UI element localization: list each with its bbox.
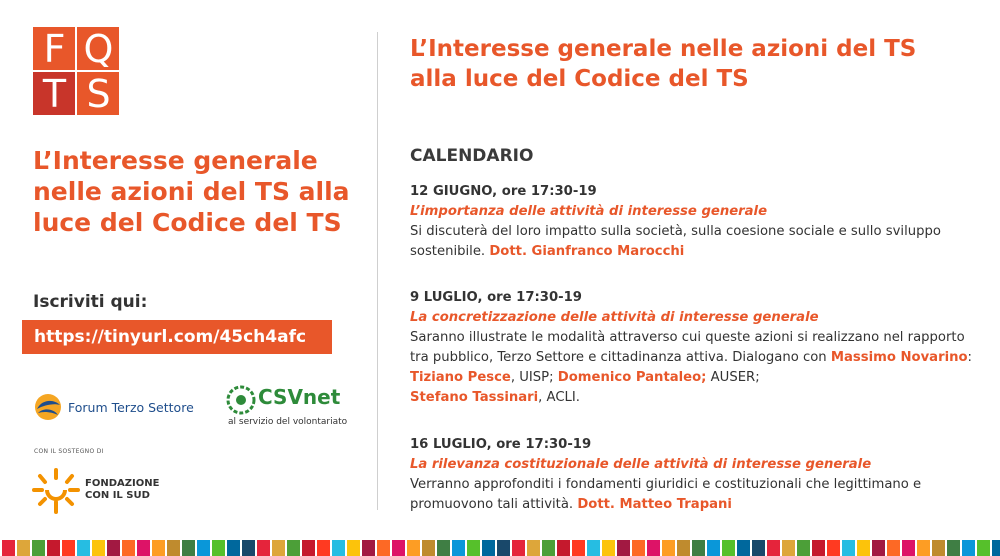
event-title: La concretizzazione delle attività di interesse generale xyxy=(410,310,819,325)
color-square xyxy=(947,540,960,556)
color-square xyxy=(347,540,360,556)
event-speaker: Dott. Gianfranco Marocchi xyxy=(489,244,685,259)
color-square xyxy=(17,540,30,556)
color-square xyxy=(272,540,285,556)
color-square xyxy=(767,540,780,556)
event-item xyxy=(410,288,985,408)
event-date: 9 LUGLIO, ore 17:30-19 xyxy=(410,290,582,305)
signup-label: Iscriviti qui: xyxy=(33,292,148,312)
color-square xyxy=(722,540,735,556)
csvnet-icon xyxy=(226,385,256,415)
color-square xyxy=(587,540,600,556)
color-square xyxy=(287,540,300,556)
color-square xyxy=(542,540,555,556)
color-square xyxy=(182,540,195,556)
support-label: CON IL SOSTEGNO DI xyxy=(34,448,104,455)
color-square xyxy=(677,540,690,556)
color-square xyxy=(887,540,900,556)
color-square xyxy=(407,540,420,556)
color-square xyxy=(152,540,165,556)
csvnet-tagline: al servizio del volontariato xyxy=(228,417,348,427)
color-square xyxy=(782,540,795,556)
event-org-3: AUSER; xyxy=(710,370,760,385)
color-square xyxy=(692,540,705,556)
color-square xyxy=(842,540,855,556)
color-square xyxy=(977,540,990,556)
forum-terzo-settore-icon xyxy=(34,393,62,421)
forum-terzo-settore-name: Forum Terzo Settore xyxy=(68,399,194,415)
color-square xyxy=(2,540,15,556)
event-description: Saranno illustrate le modalità attraverso cui queste azioni si realizzano nel rapporto tra pubblico, Terzo Settore e cittadinanza attiva. Dialogano con xyxy=(410,330,965,365)
logo-tile-t: T xyxy=(33,72,75,115)
event-item xyxy=(410,182,985,262)
event-org-4: , ACLI. xyxy=(538,390,580,405)
color-square xyxy=(302,540,315,556)
color-square xyxy=(602,540,615,556)
event-speaker: Dott. Matteo Trapani xyxy=(577,497,732,512)
calendar-heading: CALENDARIO xyxy=(410,146,534,166)
color-square xyxy=(527,540,540,556)
color-square xyxy=(137,540,150,556)
color-square xyxy=(902,540,915,556)
event-item xyxy=(410,435,985,515)
fondazione-con-il-sud-logo xyxy=(30,462,180,518)
color-square xyxy=(62,540,75,556)
color-square xyxy=(827,540,840,556)
color-square xyxy=(497,540,510,556)
signup-link[interactable]: https://tinyurl.com/45ch4afc xyxy=(22,320,332,354)
color-square xyxy=(857,540,870,556)
color-square xyxy=(452,540,465,556)
event-title: L’importanza delle attività di interesse generale xyxy=(410,204,768,219)
color-square xyxy=(197,540,210,556)
color-square xyxy=(77,540,90,556)
logo-tile-f: F xyxy=(33,27,75,70)
color-square xyxy=(917,540,930,556)
page-title: L’Interesse generale nelle azioni del TS alla luce del Codice del TS xyxy=(410,36,917,92)
event-speaker-4: Stefano Tassinari xyxy=(410,390,539,405)
color-square xyxy=(122,540,135,556)
forum-terzo-settore-logo xyxy=(34,393,194,421)
color-square xyxy=(797,540,810,556)
color-square xyxy=(572,540,585,556)
color-square xyxy=(962,540,975,556)
csvnet-logo xyxy=(226,385,366,435)
color-square xyxy=(422,540,435,556)
color-square xyxy=(632,540,645,556)
color-square xyxy=(707,540,720,556)
color-square xyxy=(107,540,120,556)
color-square xyxy=(737,540,750,556)
color-square xyxy=(377,540,390,556)
sidebar-title: L’Interesse generale nelle azioni del TS alla luce del Codice del TS xyxy=(33,146,350,237)
color-square xyxy=(467,540,480,556)
event-date: 12 GIUGNO, ore 17:30-19 xyxy=(410,184,597,199)
color-square xyxy=(257,540,270,556)
event-separator: : xyxy=(967,350,972,365)
logo-tile-s: S xyxy=(77,72,119,115)
sun-icon xyxy=(30,466,82,516)
sponsor-name-line2: CON IL SUD xyxy=(85,490,150,501)
color-square xyxy=(227,540,240,556)
event-description-block xyxy=(410,475,985,515)
event-speaker-2: Tiziano Pesce xyxy=(410,370,511,385)
color-square xyxy=(512,540,525,556)
color-square xyxy=(332,540,345,556)
event-description-block xyxy=(410,222,985,262)
event-description: Verranno approfonditi i fondamenti giuridici e costituzionali che legittimano e promuovono tali attività. xyxy=(410,477,922,512)
event-description: Si discuterà del loro impatto sulla società, sulla coesione sociale e sullo sviluppo sostenibile. xyxy=(410,224,941,259)
event-speaker-3: Domenico Pantaleo; xyxy=(557,370,707,385)
color-square xyxy=(212,540,225,556)
sidebar xyxy=(0,0,380,530)
color-square xyxy=(872,540,885,556)
event-title: La rilevanza costituzionale delle attività di interesse generale xyxy=(410,457,872,472)
event-date: 16 LUGLIO, ore 17:30-19 xyxy=(410,437,592,452)
color-square xyxy=(242,540,255,556)
color-square xyxy=(752,540,765,556)
color-square xyxy=(482,540,495,556)
csvnet-name: CSVnet xyxy=(258,385,341,409)
event-description-block xyxy=(410,328,985,408)
color-square xyxy=(932,540,945,556)
main-content xyxy=(398,0,988,530)
color-square xyxy=(317,540,330,556)
color-square xyxy=(47,540,60,556)
color-square xyxy=(647,540,660,556)
color-square xyxy=(362,540,375,556)
color-square xyxy=(662,540,675,556)
color-square xyxy=(617,540,630,556)
color-square xyxy=(92,540,105,556)
color-square xyxy=(32,540,45,556)
sdg-color-bar xyxy=(0,537,1000,556)
event-org-2: , UISP; xyxy=(510,370,554,385)
color-square xyxy=(557,540,570,556)
sponsor-name-line1: FONDAZIONE xyxy=(85,478,160,489)
color-square xyxy=(812,540,825,556)
event-speaker-1: Massimo Novarino xyxy=(830,350,968,365)
color-square xyxy=(437,540,450,556)
fqts-logo xyxy=(33,27,119,115)
column-divider xyxy=(377,32,378,510)
logo-tile-q: Q xyxy=(77,27,119,70)
color-square xyxy=(992,540,1000,556)
color-square xyxy=(392,540,405,556)
color-square xyxy=(167,540,180,556)
